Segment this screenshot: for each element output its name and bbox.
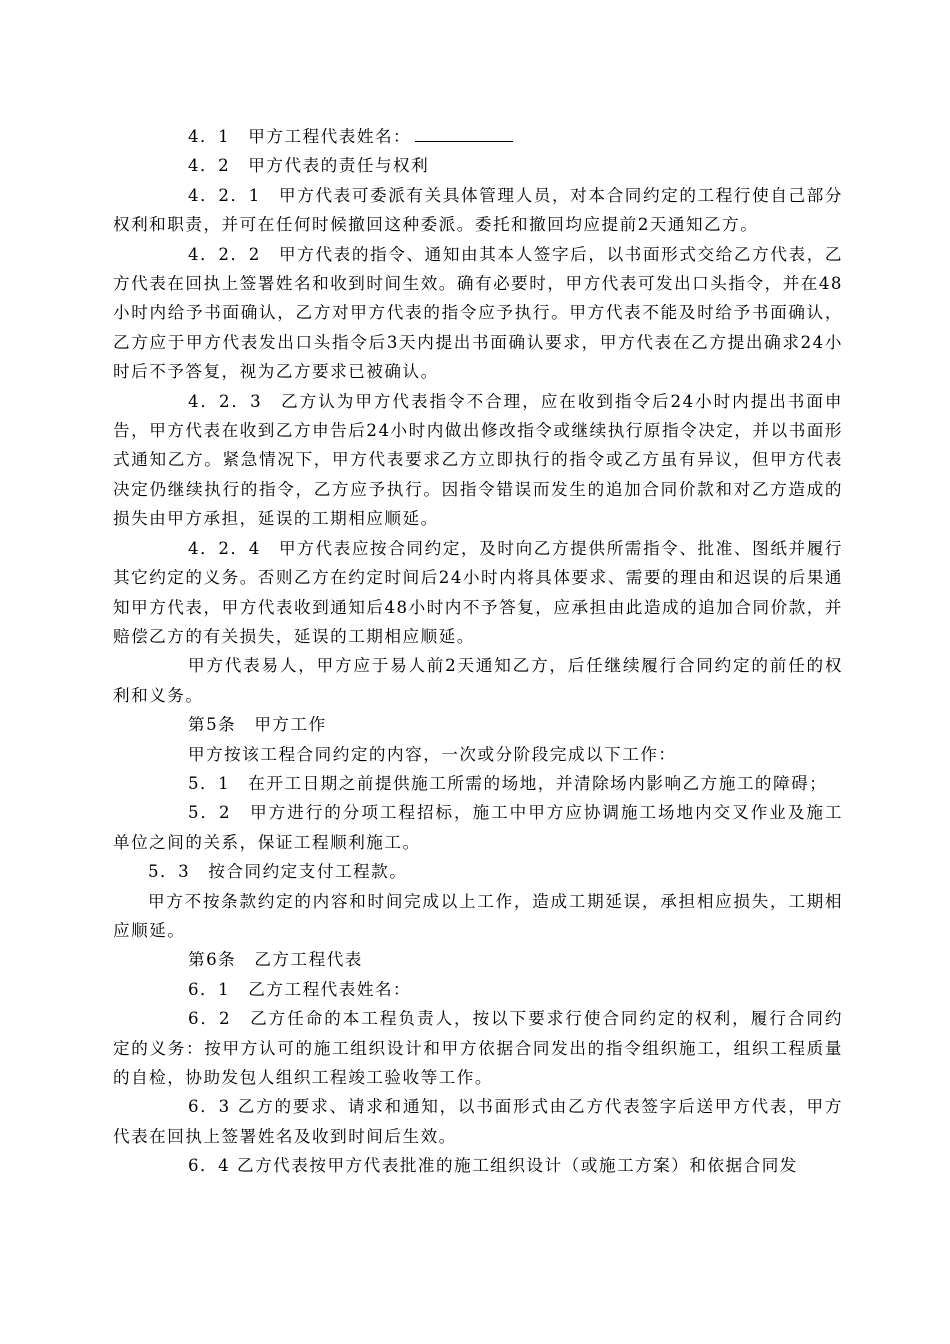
- party-a-default-paragraph: 甲方不按条款约定的内容和时间完成以上工作，造成工期延误，承担相应损失，工期相应顺延。: [113, 891, 843, 940]
- document-body: [113, 122, 843, 1181]
- article-6-heading: 第6条 乙方工程代表: [188, 950, 363, 970]
- clause-4-1-text: 4．1 甲方工程代表姓名：: [188, 127, 412, 146]
- name-blank-field: [415, 125, 513, 142]
- clause-6-4: 6．4 乙方代表按甲方代表批准的施工组织设计（或施工方案）和依据合同发: [188, 1156, 798, 1176]
- clause-5-3: 5．3 按合同约定支付工程款。: [148, 862, 408, 882]
- clause-4-2-4: 4．2．4 甲方代表应按合同约定，及时向乙方提供所需指令、批准、图纸并履行其它约定的义务。否则乙方在约定时间后24小时内将具体要求、需要的理由和迟误的后果通知甲方代表，甲方代表收到通知后48小时内不予答复，应承担由此造成的追加合同价款，并赔偿乙方的有关损失，延误的工期相应顺延。: [113, 538, 843, 646]
- article-5-heading: 第5条 甲方工作: [188, 715, 327, 735]
- clause-4-2-3: 4．2．3 乙方认为甲方代表指令不合理，应在收到指令后24小时内提出书面申告，甲方代表在收到乙方申告后24小时内做出修改指令或继续执行原指令决定，并以书面形式通知乙方。紧急情况下，甲方代表要求乙方立即执行的指令或乙方虽有异议，但甲方代表决定仍继续执行的指令，乙方应予执行。因指令错误而发生的追加合同价款和对乙方造成的损失由甲方承担，延误的工期相应顺延。: [113, 391, 843, 529]
- clause-4-2: 4．2 甲方代表的责任与权利: [188, 156, 430, 176]
- clause-4-2-1: 4．2．1 甲方代表可委派有关具体管理人员，对本合同约定的工程行使自己部分权利和职责，并可在任何时候撤回这种委派。委托和撤回均应提前2天通知乙方。: [113, 185, 843, 235]
- clause-6-2: 6．2 乙方任命的本工程负责人，按以下要求行使合同约定的权利，履行合同约定的义务：按甲方认可的施工组织设计和甲方依据合同发出的指令组织施工，组织工程质量的自检，协助发包人组织工程竣工验收等工作。: [113, 1009, 843, 1087]
- clause-6-3: 6．3 乙方的要求、请求和通知，以书面形式由乙方代表签字后送甲方代表，甲方代表在回执上签署姓名及收到时间后生效。: [113, 1097, 843, 1146]
- clause-4-2-2: 4．2．2 甲方代表的指令、通知由其本人签字后，以书面形式交给乙方代表，乙方代表在回执上签署姓名和收到时间生效。确有必要时，甲方代表可发出口头指令，并在48小时内给予书面确认，乙方对甲方代表的指令应予执行。甲方代表不能及时给予书面确认，乙方应于甲方代表发出口头指令后3天内提出书面确认要求，甲方代表在乙方提出确求24小时后不予答复，视为乙方要求已被确认。: [113, 244, 843, 382]
- clause-6-1: 6．1 乙方工程代表姓名：: [188, 979, 412, 999]
- clause-4-1: [113, 122, 843, 151]
- representative-change-paragraph: 甲方代表易人，甲方应于易人前2天通知乙方，后任继续履行合同约定的前任的权利和义务。: [113, 656, 843, 705]
- article-5-intro: 甲方按该工程合同约定的内容，一次或分阶段完成以下工作：: [188, 744, 677, 764]
- clause-5-2: 5．2 甲方进行的分项工程招标，施工中甲方应协调施工场地内交叉作业及施工单位之间的关系，保证工程顺利施工。: [113, 803, 843, 852]
- clause-5-1: 5．1 在开工日期之前提供施工所需的场地，并清除场内影响乙方施工的障碍；: [188, 773, 828, 793]
